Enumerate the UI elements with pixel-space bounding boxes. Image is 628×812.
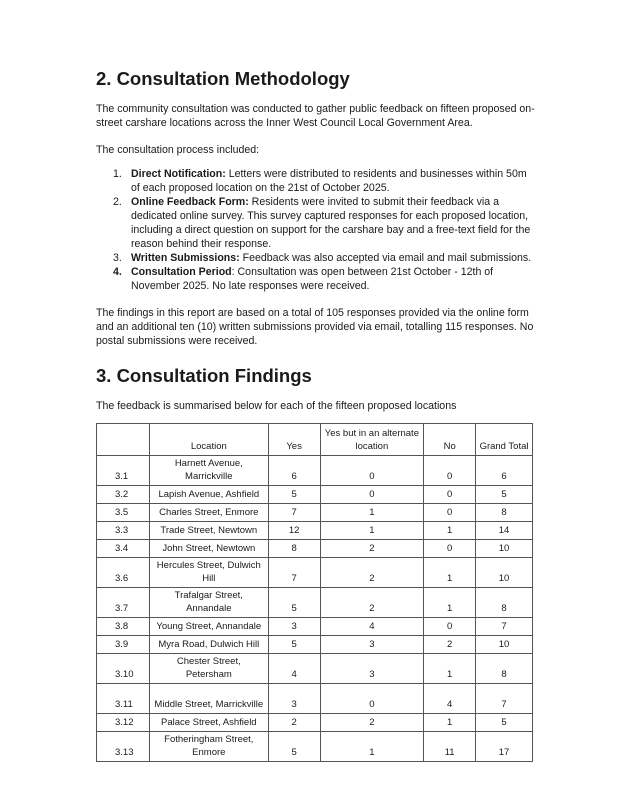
cell-no: 1 [424, 654, 476, 684]
cell-location: Harnett Avenue, Marrickville [149, 456, 268, 486]
table-row [97, 714, 533, 732]
cell-no: 0 [424, 456, 476, 486]
header-no: No [424, 424, 476, 456]
table-row [97, 486, 533, 504]
cell-yes: 3 [268, 618, 320, 636]
cell-no: 2 [424, 636, 476, 654]
table-body [97, 456, 533, 762]
cell-id: 3.10 [97, 654, 150, 684]
cell-alternate: 3 [320, 636, 424, 654]
cell-yes: 12 [268, 522, 320, 540]
header-location: Location [149, 424, 268, 456]
findings-table [96, 423, 533, 762]
cell-grand-total: 10 [476, 558, 533, 588]
cell-grand-total: 5 [476, 714, 533, 732]
cell-yes: 7 [268, 558, 320, 588]
cell-alternate: 1 [320, 522, 424, 540]
cell-location: Fotheringham Street, Enmore [149, 732, 268, 762]
cell-id: 3.8 [97, 618, 150, 636]
table-row [97, 654, 533, 684]
process-list-item [96, 167, 536, 195]
list-number: 2. [113, 196, 122, 208]
process-list-item [96, 251, 536, 265]
table-row [97, 636, 533, 654]
table-header-row [97, 424, 533, 456]
table-row [97, 540, 533, 558]
cell-grand-total: 5 [476, 486, 533, 504]
cell-no: 0 [424, 486, 476, 504]
cell-yes: 7 [268, 504, 320, 522]
process-intro-paragraph: The consultation process included: [96, 144, 260, 156]
table-row [97, 588, 533, 618]
table-row [97, 522, 533, 540]
cell-grand-total: 7 [476, 684, 533, 714]
process-list-item [96, 265, 536, 293]
list-item-text: Residents were invited to submit their feedback via a dedicated online survey. This survey captured responses for each proposed location, including a direct question on support for the carshare bay and a free-text field for the reason behind their response. [131, 196, 531, 250]
cell-alternate: 0 [320, 486, 424, 504]
cell-alternate: 2 [320, 558, 424, 588]
cell-location: Hercules Street, Dulwich Hill [149, 558, 268, 588]
list-item-text: : Consultation was open between 21st October - 12th of November 2025. No late responses were received. [131, 266, 494, 292]
header-yes: Yes [268, 424, 320, 456]
cell-grand-total: 6 [476, 456, 533, 486]
table-row [97, 618, 533, 636]
cell-yes: 5 [268, 636, 320, 654]
table-row [97, 558, 533, 588]
cell-grand-total: 8 [476, 654, 533, 684]
section-heading-methodology: 2. Consultation Methodology [96, 68, 350, 89]
cell-location: Palace Street, Ashfield [149, 714, 268, 732]
cell-grand-total: 17 [476, 732, 533, 762]
list-item-title: Direct Notification: [131, 168, 226, 180]
cell-yes: 2 [268, 714, 320, 732]
cell-no: 0 [424, 504, 476, 522]
cell-id: 3.13 [97, 732, 150, 762]
cell-id: 3.9 [97, 636, 150, 654]
cell-alternate: 0 [320, 684, 424, 714]
cell-no: 1 [424, 522, 476, 540]
cell-no: 0 [424, 618, 476, 636]
cell-yes: 8 [268, 540, 320, 558]
cell-no: 11 [424, 732, 476, 762]
table-row [97, 732, 533, 762]
list-item-title: Consultation Period [131, 266, 232, 278]
list-item-text: Feedback was also accepted via email and mail submissions. [239, 252, 532, 264]
cell-grand-total: 10 [476, 540, 533, 558]
cell-alternate: 2 [320, 540, 424, 558]
cell-no: 1 [424, 558, 476, 588]
cell-id: 3.3 [97, 522, 150, 540]
cell-location: Myra Road, Dulwich Hill [149, 636, 268, 654]
cell-alternate: 1 [320, 732, 424, 762]
list-number: 1. [113, 168, 122, 180]
cell-yes: 6 [268, 456, 320, 486]
cell-no: 0 [424, 540, 476, 558]
cell-id: 3.11 [97, 684, 150, 714]
cell-grand-total: 10 [476, 636, 533, 654]
cell-id: 3.1 [97, 456, 150, 486]
header-alternate: Yes but in an alternate location [320, 424, 424, 456]
cell-alternate: 2 [320, 588, 424, 618]
cell-grand-total: 8 [476, 504, 533, 522]
cell-yes: 3 [268, 684, 320, 714]
intro-paragraph: The community consultation was conducted to gather public feedback on fifteen proposed on-street carshare locations across the Inner West Council Local Government Area. [96, 103, 535, 129]
findings-basis-paragraph: The findings in this report are based on a total of 105 responses provided via the online form and an additional ten (10) written submissions provided via email, totalling 115 responses. No postal submissions were received. [96, 307, 534, 347]
process-list-item [96, 195, 536, 251]
list-number: 4. [113, 266, 122, 278]
list-number: 3. [113, 252, 122, 264]
cell-location: Trade Street, Newtown [149, 522, 268, 540]
cell-location: Young Street, Annandale [149, 618, 268, 636]
cell-grand-total: 14 [476, 522, 533, 540]
cell-id: 3.4 [97, 540, 150, 558]
cell-id: 3.2 [97, 486, 150, 504]
list-item-text: Letters were distributed to residents and businesses within 50m of each proposed location on the 21st of October 2025. [131, 168, 527, 194]
header-id [97, 424, 150, 456]
cell-no: 1 [424, 588, 476, 618]
cell-no: 1 [424, 714, 476, 732]
cell-location: Lapish Avenue, Ashfield [149, 486, 268, 504]
list-item-title: Written Submissions: [131, 252, 240, 264]
cell-grand-total: 8 [476, 588, 533, 618]
cell-id: 3.7 [97, 588, 150, 618]
table-intro-paragraph: The feedback is summarised below for each of the fifteen proposed locations [96, 400, 457, 412]
cell-no: 4 [424, 684, 476, 714]
cell-alternate: 4 [320, 618, 424, 636]
cell-location: Chester Street, Petersham [149, 654, 268, 684]
cell-location: John Street, Newtown [149, 540, 268, 558]
table-row [97, 504, 533, 522]
cell-alternate: 2 [320, 714, 424, 732]
cell-yes: 5 [268, 588, 320, 618]
cell-id: 3.6 [97, 558, 150, 588]
cell-id: 3.5 [97, 504, 150, 522]
cell-id: 3.12 [97, 714, 150, 732]
cell-yes: 5 [268, 732, 320, 762]
table-row [97, 684, 533, 714]
cell-location: Trafalgar Street, Annandale [149, 588, 268, 618]
cell-alternate: 1 [320, 504, 424, 522]
cell-alternate: 0 [320, 456, 424, 486]
cell-alternate: 3 [320, 654, 424, 684]
cell-yes: 5 [268, 486, 320, 504]
cell-location: Charles Street, Enmore [149, 504, 268, 522]
cell-grand-total: 7 [476, 618, 533, 636]
process-list [96, 167, 536, 293]
table-row [97, 456, 533, 486]
section-heading-findings: 3. Consultation Findings [96, 365, 312, 386]
cell-yes: 4 [268, 654, 320, 684]
header-grand-total: Grand Total [476, 424, 533, 456]
cell-location: Middle Street, Marrickville [149, 684, 268, 714]
list-item-title: Online Feedback Form: [131, 196, 249, 208]
